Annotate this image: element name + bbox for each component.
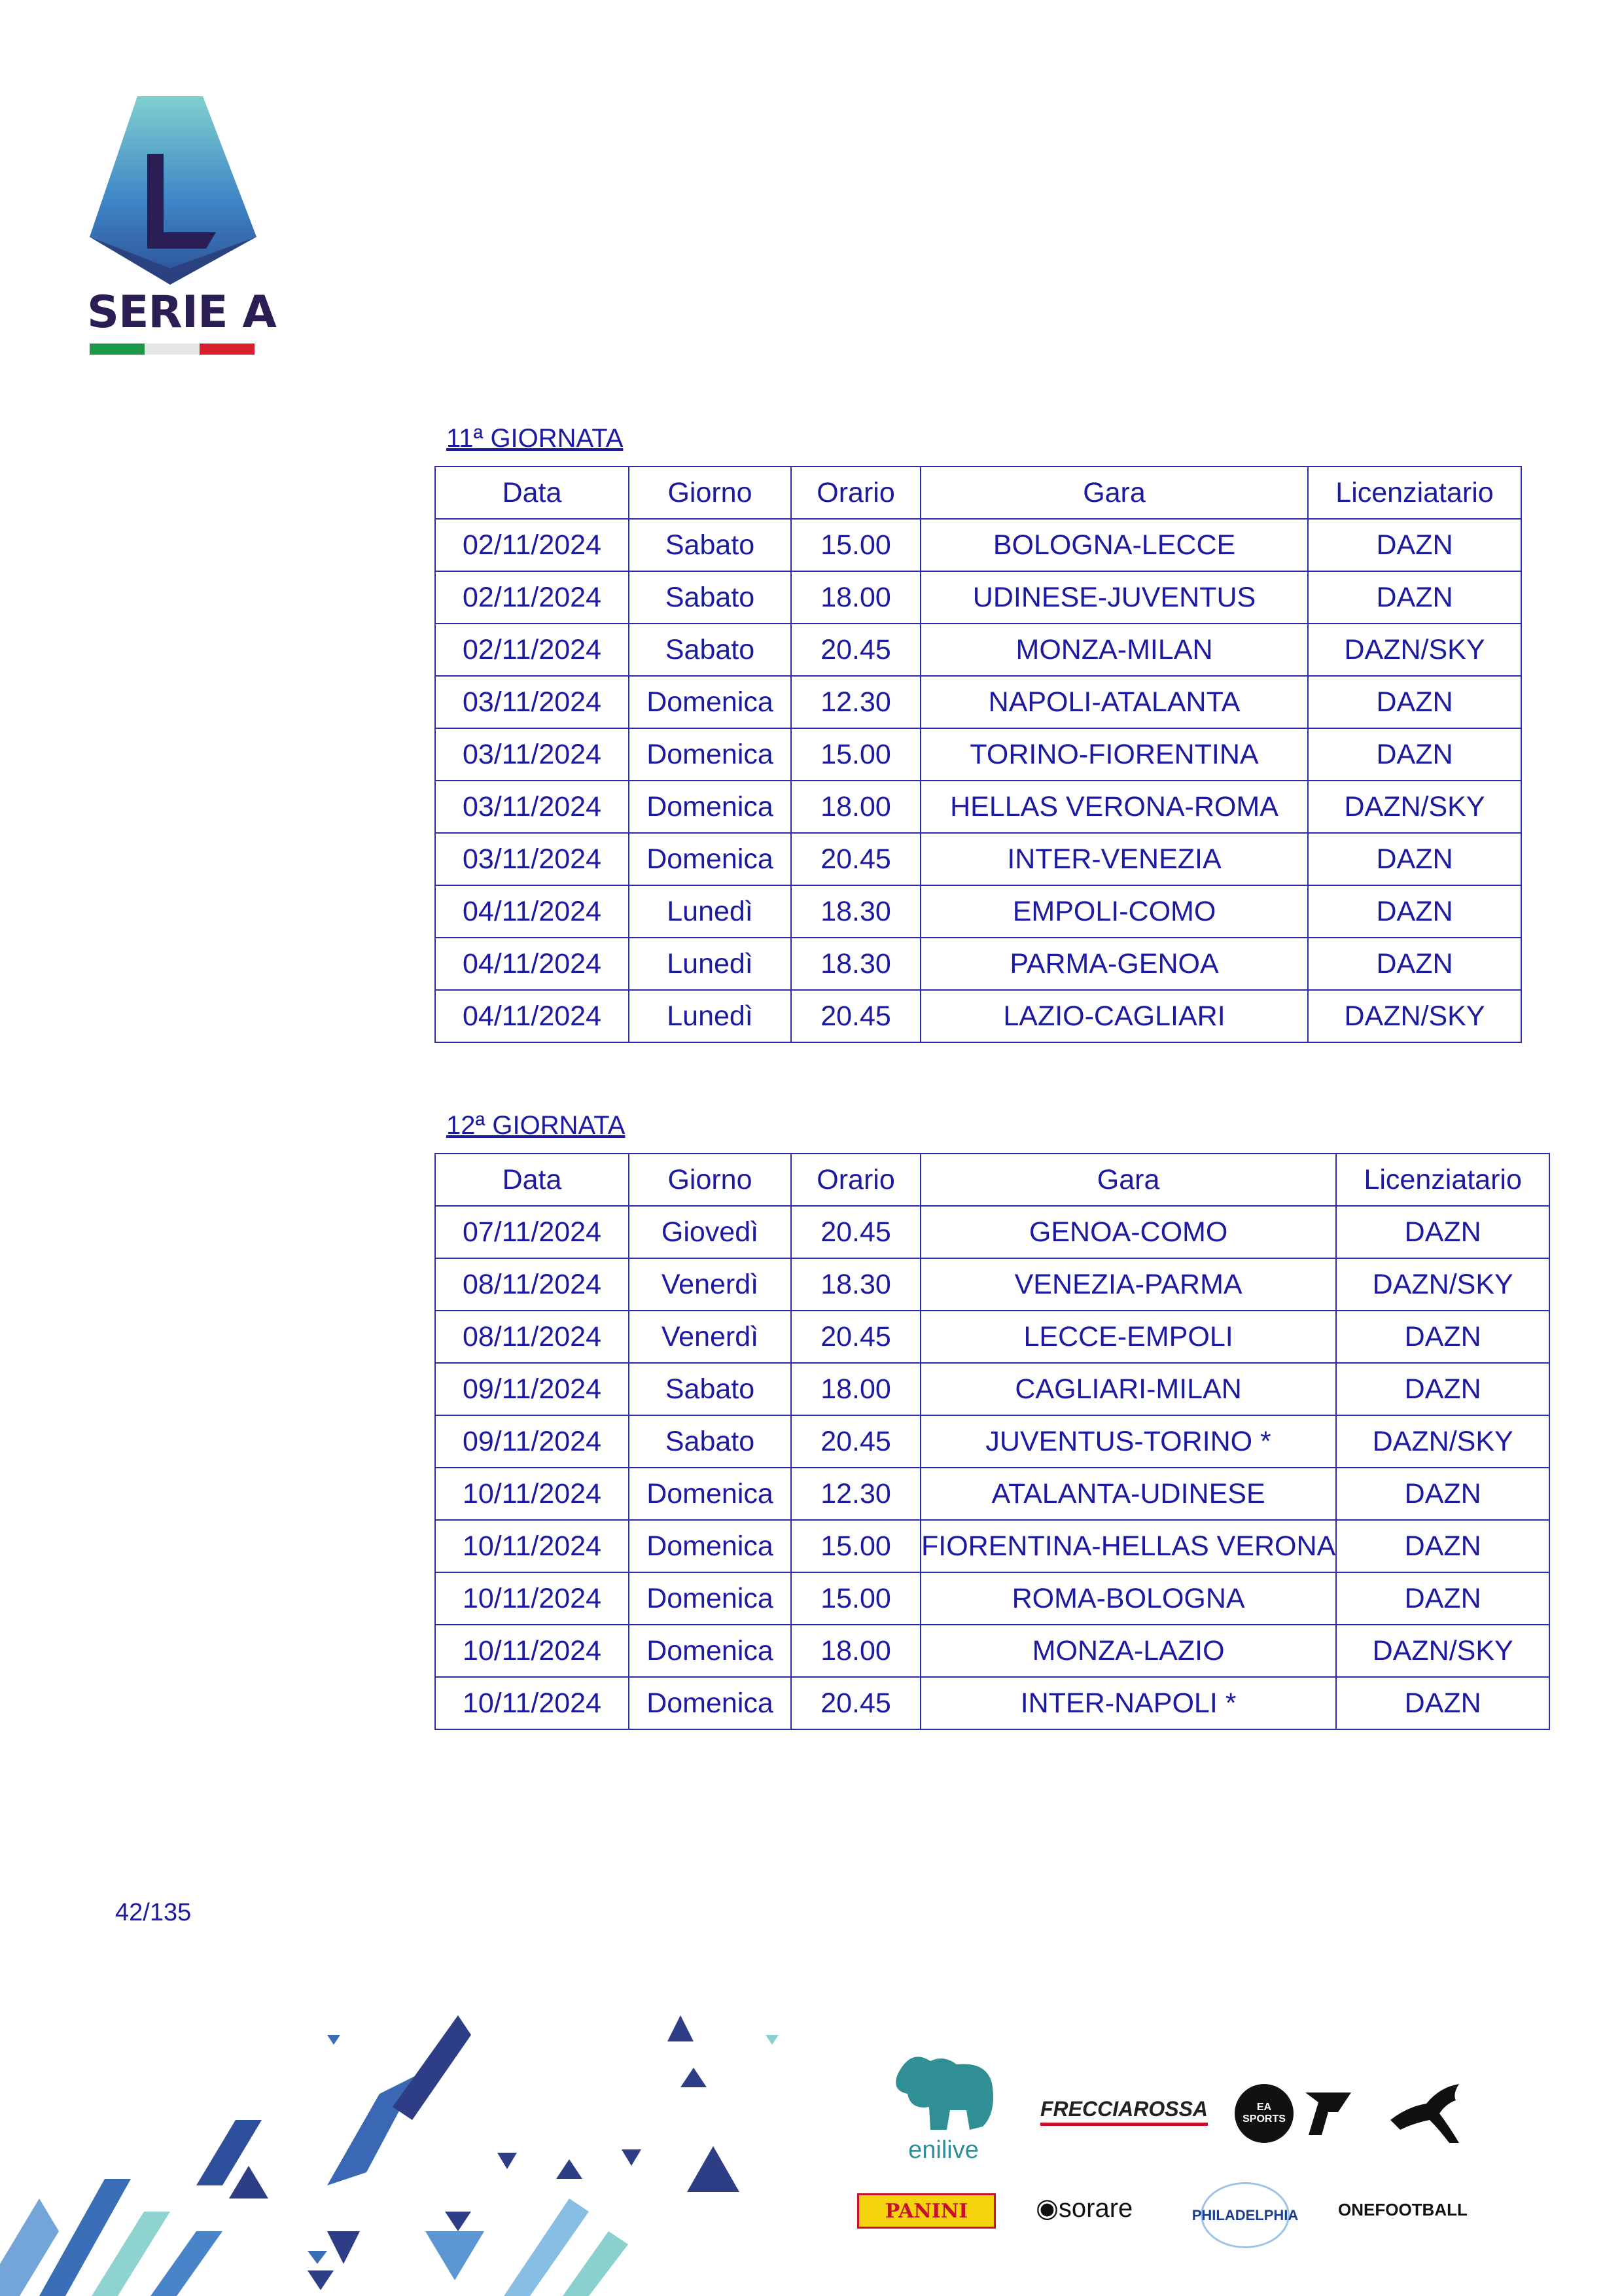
table-row bbox=[435, 624, 1521, 676]
cell-licenziatario: DAZN/SKY bbox=[1308, 990, 1521, 1042]
cell-giorno: Lunedì bbox=[629, 938, 791, 990]
cell-orario: 18.00 bbox=[791, 781, 921, 833]
cell-orario: 20.45 bbox=[791, 990, 921, 1042]
ea-sports-logo: EA SPORTS bbox=[1235, 2084, 1294, 2143]
cell-orario: 20.45 bbox=[791, 1415, 921, 1468]
cell-data: 10/11/2024 bbox=[435, 1625, 629, 1677]
table-row bbox=[435, 1677, 1549, 1729]
table-row bbox=[435, 1520, 1549, 1572]
cell-orario: 18.30 bbox=[791, 938, 921, 990]
cell-data: 09/11/2024 bbox=[435, 1415, 629, 1468]
cell-giorno: Lunedì bbox=[629, 885, 791, 938]
cell-gara: MONZA-MILAN bbox=[921, 624, 1308, 676]
header-data: Data bbox=[435, 1154, 629, 1206]
cell-gara: MONZA-LAZIO bbox=[921, 1625, 1336, 1677]
cell-orario: 15.00 bbox=[791, 1572, 921, 1625]
cell-giorno: Domenica bbox=[629, 1520, 791, 1572]
cell-gara: VENEZIA-PARMA bbox=[921, 1258, 1336, 1311]
onefootball-logo: ONEFOOTBALL bbox=[1338, 2200, 1468, 2219]
table-row bbox=[435, 1572, 1549, 1625]
round-12-table bbox=[434, 1153, 1550, 1730]
header-licenziatario: Licenziatario bbox=[1308, 467, 1521, 519]
cell-gara: FIORENTINA-HELLAS VERONA bbox=[921, 1520, 1336, 1572]
cell-gara: NAPOLI-ATALANTA bbox=[921, 676, 1308, 728]
table-row bbox=[435, 1311, 1549, 1363]
cell-licenziatario: DAZN bbox=[1336, 1206, 1549, 1258]
cell-gara: INTER-NAPOLI * bbox=[921, 1677, 1336, 1729]
header-orario: Orario bbox=[791, 1154, 921, 1206]
cell-orario: 20.45 bbox=[791, 624, 921, 676]
puma-label bbox=[1387, 2146, 1389, 2147]
page-number: 42/135 bbox=[115, 1899, 192, 1926]
table-row bbox=[435, 1625, 1549, 1677]
fc-icon bbox=[1299, 2086, 1354, 2142]
cell-orario: 12.30 bbox=[791, 676, 921, 728]
header-gara: Gara bbox=[921, 467, 1308, 519]
cell-gara: CAGLIARI-MILAN bbox=[921, 1363, 1336, 1415]
cell-data: 09/11/2024 bbox=[435, 1363, 629, 1415]
header-orario: Orario bbox=[791, 467, 921, 519]
cell-orario: 18.00 bbox=[791, 1363, 921, 1415]
cell-data: 02/11/2024 bbox=[435, 519, 629, 571]
cell-licenziatario: DAZN/SKY bbox=[1336, 1415, 1549, 1468]
cell-licenziatario: DAZN bbox=[1336, 1468, 1549, 1520]
cell-orario: 20.45 bbox=[791, 1311, 921, 1363]
cell-data: 03/11/2024 bbox=[435, 781, 629, 833]
cell-giorno: Sabato bbox=[629, 571, 791, 624]
cell-gara: TORINO-FIORENTINA bbox=[921, 728, 1308, 781]
cell-licenziatario: DAZN bbox=[1308, 676, 1521, 728]
cell-licenziatario: DAZN bbox=[1308, 519, 1521, 571]
cell-licenziatario: DAZN bbox=[1308, 728, 1521, 781]
cell-data: 03/11/2024 bbox=[435, 728, 629, 781]
puma-cat-icon bbox=[1387, 2081, 1466, 2146]
cell-giorno: Sabato bbox=[629, 1363, 791, 1415]
cell-orario: 18.30 bbox=[791, 1258, 921, 1311]
cell-gara: PARMA-GENOA bbox=[921, 938, 1308, 990]
cell-orario: 20.45 bbox=[791, 1677, 921, 1729]
cell-licenziatario: DAZN bbox=[1336, 1520, 1549, 1572]
table-header-row bbox=[435, 467, 1521, 519]
cell-gara: ATALANTA-UDINESE bbox=[921, 1468, 1336, 1520]
cell-data: 03/11/2024 bbox=[435, 833, 629, 885]
cell-orario: 12.30 bbox=[791, 1468, 921, 1520]
cell-gara: UDINESE-JUVENTUS bbox=[921, 571, 1308, 624]
table-row bbox=[435, 728, 1521, 781]
cell-data: 03/11/2024 bbox=[435, 676, 629, 728]
table-header-row bbox=[435, 1154, 1549, 1206]
table-row bbox=[435, 781, 1521, 833]
cell-giorno: Domenica bbox=[629, 1572, 791, 1625]
cell-orario: 15.00 bbox=[791, 728, 921, 781]
table-row bbox=[435, 990, 1521, 1042]
cell-data: 04/11/2024 bbox=[435, 990, 629, 1042]
cell-data: 10/11/2024 bbox=[435, 1520, 629, 1572]
cell-giorno: Domenica bbox=[629, 1677, 791, 1729]
table-row bbox=[435, 571, 1521, 624]
cell-giorno: Sabato bbox=[629, 519, 791, 571]
decorative-triangles bbox=[0, 2015, 785, 2296]
cell-licenziatario: DAZN bbox=[1336, 1572, 1549, 1625]
cell-licenziatario: DAZN bbox=[1336, 1363, 1549, 1415]
cell-licenziatario: DAZN/SKY bbox=[1336, 1258, 1549, 1311]
cell-data: 08/11/2024 bbox=[435, 1311, 629, 1363]
cell-giorno: Domenica bbox=[629, 1625, 791, 1677]
round-11-title: 11ª GIORNATA bbox=[446, 424, 624, 453]
cell-data: 07/11/2024 bbox=[435, 1206, 629, 1258]
cell-giorno: Venerdì bbox=[629, 1258, 791, 1311]
cell-data: 10/11/2024 bbox=[435, 1468, 629, 1520]
cell-data: 02/11/2024 bbox=[435, 624, 629, 676]
header-giorno: Giorno bbox=[629, 467, 791, 519]
cell-licenziatario: DAZN/SKY bbox=[1308, 624, 1521, 676]
cell-orario: 18.00 bbox=[791, 1625, 921, 1677]
cell-data: 04/11/2024 bbox=[435, 938, 629, 990]
cell-data: 04/11/2024 bbox=[435, 885, 629, 938]
cell-orario: 15.00 bbox=[791, 1520, 921, 1572]
cell-orario: 20.45 bbox=[791, 1206, 921, 1258]
enilive-logo: enilive bbox=[885, 2048, 1002, 2172]
cell-licenziatario: DAZN/SKY bbox=[1336, 1625, 1549, 1677]
table-row bbox=[435, 1258, 1549, 1311]
cell-giorno: Domenica bbox=[629, 676, 791, 728]
serie-a-wordmark: SERIE A bbox=[87, 287, 276, 338]
frecciarossa-logo: FRECCIAROSSA bbox=[1040, 2097, 1208, 2126]
table-row bbox=[435, 885, 1521, 938]
cell-licenziatario: DAZN bbox=[1308, 571, 1521, 624]
cell-giorno: Domenica bbox=[629, 833, 791, 885]
cell-licenziatario: DAZN bbox=[1336, 1677, 1549, 1729]
cell-orario: 15.00 bbox=[791, 519, 921, 571]
table-row bbox=[435, 676, 1521, 728]
table-row bbox=[435, 938, 1521, 990]
cell-licenziatario: DAZN bbox=[1308, 938, 1521, 990]
cell-data: 08/11/2024 bbox=[435, 1258, 629, 1311]
italian-flag-bar bbox=[90, 344, 255, 355]
table-row bbox=[435, 1468, 1549, 1520]
eni-dog-icon bbox=[885, 2048, 1002, 2133]
cell-gara: GENOA-COMO bbox=[921, 1206, 1336, 1258]
cell-orario: 20.45 bbox=[791, 833, 921, 885]
cell-giorno: Domenica bbox=[629, 1468, 791, 1520]
cell-licenziatario: DAZN/SKY bbox=[1308, 781, 1521, 833]
table-row bbox=[435, 1415, 1549, 1468]
table-row bbox=[435, 833, 1521, 885]
table-row bbox=[435, 519, 1521, 571]
cell-giorno: Lunedì bbox=[629, 990, 791, 1042]
cell-data: 02/11/2024 bbox=[435, 571, 629, 624]
sorare-icon: ◉ bbox=[1036, 2194, 1059, 2223]
cell-gara: ROMA-BOLOGNA bbox=[921, 1572, 1336, 1625]
cell-gara: LAZIO-CAGLIARI bbox=[921, 990, 1308, 1042]
panini-logo: PANINI bbox=[857, 2193, 996, 2229]
cell-orario: 18.30 bbox=[791, 885, 921, 938]
cell-giorno: Sabato bbox=[629, 1415, 791, 1468]
cell-giorno: Sabato bbox=[629, 624, 791, 676]
header-gara: Gara bbox=[921, 1154, 1336, 1206]
cell-data: 10/11/2024 bbox=[435, 1572, 629, 1625]
table-row bbox=[435, 1206, 1549, 1258]
header-licenziatario: Licenziatario bbox=[1336, 1154, 1549, 1206]
cell-gara: LECCE-EMPOLI bbox=[921, 1311, 1336, 1363]
philadelphia-logo: PHILADELPHIA bbox=[1201, 2182, 1290, 2248]
cell-orario: 18.00 bbox=[791, 571, 921, 624]
cell-giorno: Venerdì bbox=[629, 1311, 791, 1363]
round-12-title: 12ª GIORNATA bbox=[446, 1111, 626, 1140]
cell-licenziatario: DAZN bbox=[1308, 833, 1521, 885]
cell-gara: JUVENTUS-TORINO * bbox=[921, 1415, 1336, 1468]
sorare-logo: ◉sorare bbox=[1036, 2194, 1133, 2223]
header-data: Data bbox=[435, 467, 629, 519]
cell-gara: HELLAS VERONA-ROMA bbox=[921, 781, 1308, 833]
cell-gara: BOLOGNA-LECCE bbox=[921, 519, 1308, 571]
table-row bbox=[435, 1363, 1549, 1415]
header-giorno: Giorno bbox=[629, 1154, 791, 1206]
cell-giorno: Giovedì bbox=[629, 1206, 791, 1258]
round-11-table bbox=[434, 466, 1522, 1043]
cell-gara: EMPOLI-COMO bbox=[921, 885, 1308, 938]
cell-giorno: Domenica bbox=[629, 781, 791, 833]
cell-giorno: Domenica bbox=[629, 728, 791, 781]
cell-licenziatario: DAZN bbox=[1308, 885, 1521, 938]
cell-gara: INTER-VENEZIA bbox=[921, 833, 1308, 885]
cell-data: 10/11/2024 bbox=[435, 1677, 629, 1729]
cell-licenziatario: DAZN bbox=[1336, 1311, 1549, 1363]
